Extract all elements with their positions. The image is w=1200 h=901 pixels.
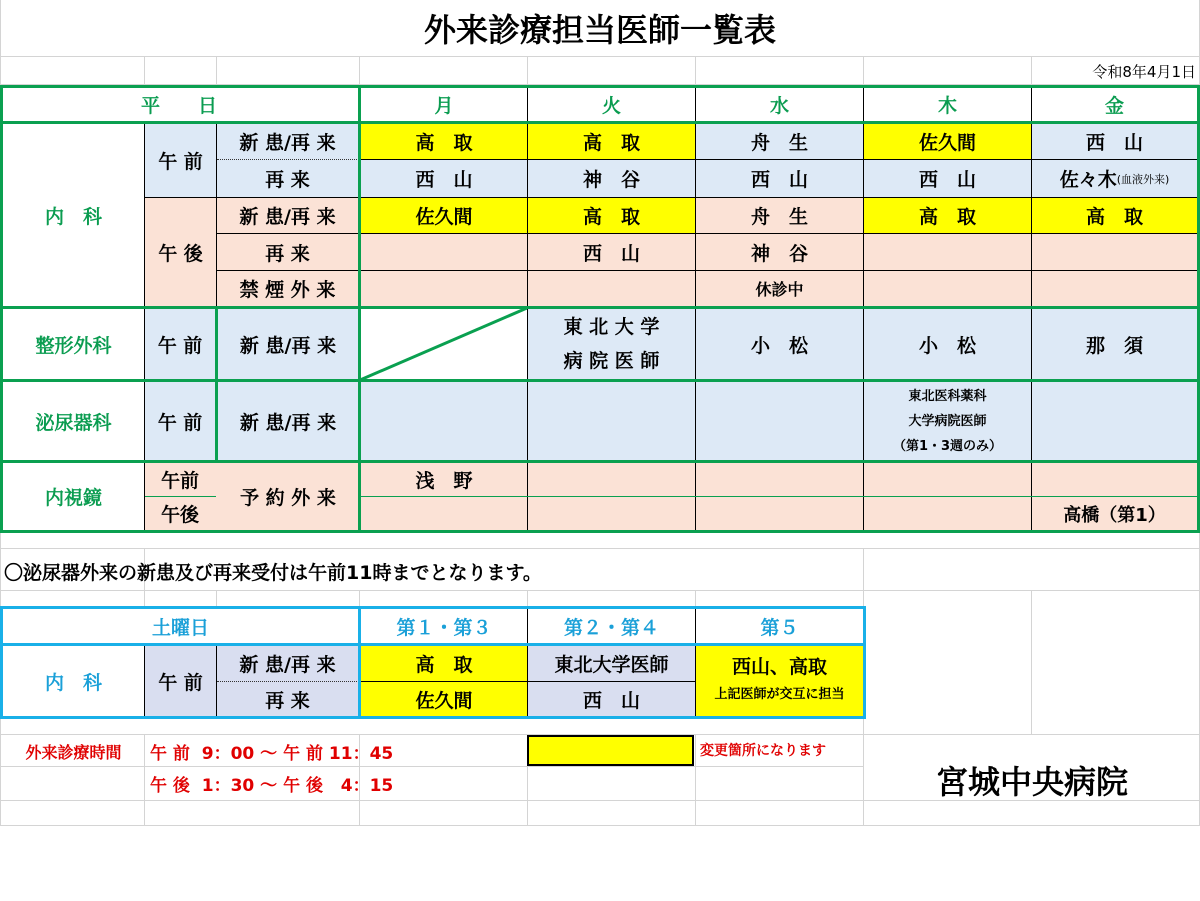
naika-am-ret-fri-note: (血液外来) xyxy=(1116,172,1170,186)
naika-am-ret-tue: 神 谷 xyxy=(582,169,640,191)
seikei-am-label: 午 前 xyxy=(157,334,203,357)
diagonal-slash xyxy=(360,308,527,380)
hinyo-am-label: 午 前 xyxy=(157,411,203,434)
seikei-fri: 那 須 xyxy=(1085,334,1143,357)
naishikyo-pm-label: 午後 xyxy=(160,504,199,526)
saturday-w13-ret: 佐久間 xyxy=(415,689,473,712)
naika-am-new-thu: 佐久間 xyxy=(918,132,976,154)
day-header-tue: 火 xyxy=(601,95,621,117)
naika-am-ret-thu: 西 山 xyxy=(918,169,976,191)
issue-date: 令和8年4月1日 xyxy=(1092,62,1196,81)
naishikyo-type-label: 予 約 外 来 xyxy=(240,487,336,509)
saturday-w5-line1: 西山、高取 xyxy=(731,656,827,678)
naika-am-new-label: 新 患/再 来 xyxy=(239,132,336,154)
naishikyo-mon-am: 浅 野 xyxy=(415,470,473,492)
seikei-tue-line2: 病 院 医 師 xyxy=(563,350,660,372)
seikei-type-label: 新 患/再 来 xyxy=(239,334,337,357)
naika-smoking-label: 禁 煙 外 来 xyxy=(239,279,336,301)
naika-pm-ret-tue: 西 山 xyxy=(582,242,640,265)
naika-am-new-mon: 高 取 xyxy=(415,132,473,154)
saturday-w24-ret: 西 山 xyxy=(582,689,640,712)
dept-naika: 内 科 xyxy=(44,205,102,228)
naika-am-label: 午 前 xyxy=(158,151,203,173)
seikei-thu: 小 松 xyxy=(918,334,976,357)
saturday-new-label: 新 患/再 来 xyxy=(239,654,336,676)
dept-seikei: 整形外科 xyxy=(35,334,112,357)
saturday-header-label: 土曜日 xyxy=(151,616,209,639)
naika-am-ret-fri xyxy=(1032,160,1197,197)
naika-pm-new-label: 新 患/再 来 xyxy=(239,206,336,228)
seikei-wed: 小 松 xyxy=(750,334,808,357)
hinyo-type-label: 新 患/再 来 xyxy=(239,411,337,434)
naika-am-ret-label: 再 来 xyxy=(265,169,310,191)
naika-pm-new-wed: 舟 生 xyxy=(750,206,808,228)
hours-am: 午 前 9：00 〜 午 前 11：45 xyxy=(150,743,394,764)
naika-am-new-wed: 舟 生 xyxy=(750,132,808,154)
page-title: 外来診療担当医師一覧表 xyxy=(423,11,776,49)
legend-swatch xyxy=(527,735,694,766)
saturday-w5 xyxy=(696,646,863,716)
naika-pm-ret-label: 再 来 xyxy=(265,242,310,265)
naika-pm-new-thu: 高 取 xyxy=(918,206,976,228)
hinyo-thu-line2: 大学病院医師 xyxy=(908,413,987,429)
hinyo-thu-line3: （第1・3週のみ） xyxy=(892,438,1003,454)
saturday-week-1-3: 第１・第３ xyxy=(396,616,492,639)
day-header-wed: 水 xyxy=(769,95,789,117)
naika-pm-label: 午 後 xyxy=(158,242,203,265)
saturday-ret-label: 再 来 xyxy=(265,689,310,712)
saturday-w24-new: 東北大学医師 xyxy=(554,654,669,676)
day-header-thu: 木 xyxy=(937,95,957,117)
saturday-am-label: 午 前 xyxy=(158,671,203,694)
hinyo-thu xyxy=(864,382,1031,460)
hours-pm: 午 後 1：30 〜 午 後 4：15 xyxy=(150,775,394,796)
naika-am-new-tue: 高 取 xyxy=(582,132,640,154)
hinyo-thu-line1: 東北医科薬科 xyxy=(908,388,987,404)
day-header-fri: 金 xyxy=(1104,95,1124,117)
naika-am-ret-fri-doctor: 佐々木 xyxy=(1059,169,1117,191)
seikei-tue-line1: 東 北 大 学 xyxy=(563,316,660,338)
naishikyo-am-label: 午前 xyxy=(160,470,199,492)
naika-am-ret-wed: 西 山 xyxy=(750,169,808,191)
naika-am-new-fri: 西 山 xyxy=(1085,132,1143,154)
saturday-dept-naika: 内 科 xyxy=(44,671,102,694)
dept-hinyo: 泌尿器科 xyxy=(35,411,112,434)
naishikyo-fri-pm: 高橋（第1） xyxy=(1063,504,1166,526)
hours-label: 外来診療時間 xyxy=(25,742,122,762)
urology-note: 〇泌尿器外来の新患及び再来受付は午前11時までとなります。 xyxy=(4,561,542,584)
dept-naishikyo: 内視鏡 xyxy=(44,487,102,509)
weekday-header-label: 平 日 xyxy=(140,95,217,117)
hospital-name: 宮城中央病院 xyxy=(935,763,1128,801)
saturday-w5-line2: 上記医師が交互に担当 xyxy=(714,687,845,702)
naika-pm-ret-wed: 神 谷 xyxy=(750,242,808,265)
naika-smoking-wed: 休診中 xyxy=(755,280,804,299)
naika-pm-new-fri: 高 取 xyxy=(1085,206,1143,228)
naika-pm-new-tue: 高 取 xyxy=(582,206,640,228)
day-header-mon: 月 xyxy=(434,95,454,117)
saturday-w13-new: 高 取 xyxy=(415,654,473,676)
seikei-tue xyxy=(528,309,695,379)
legend-text: 変更箇所になります xyxy=(700,743,826,759)
naika-pm-new-mon: 佐久間 xyxy=(415,206,473,228)
saturday-week-2-4: 第２・第４ xyxy=(563,616,659,639)
saturday-week-5: 第５ xyxy=(760,616,799,639)
naika-am-ret-mon: 西 山 xyxy=(415,169,473,191)
